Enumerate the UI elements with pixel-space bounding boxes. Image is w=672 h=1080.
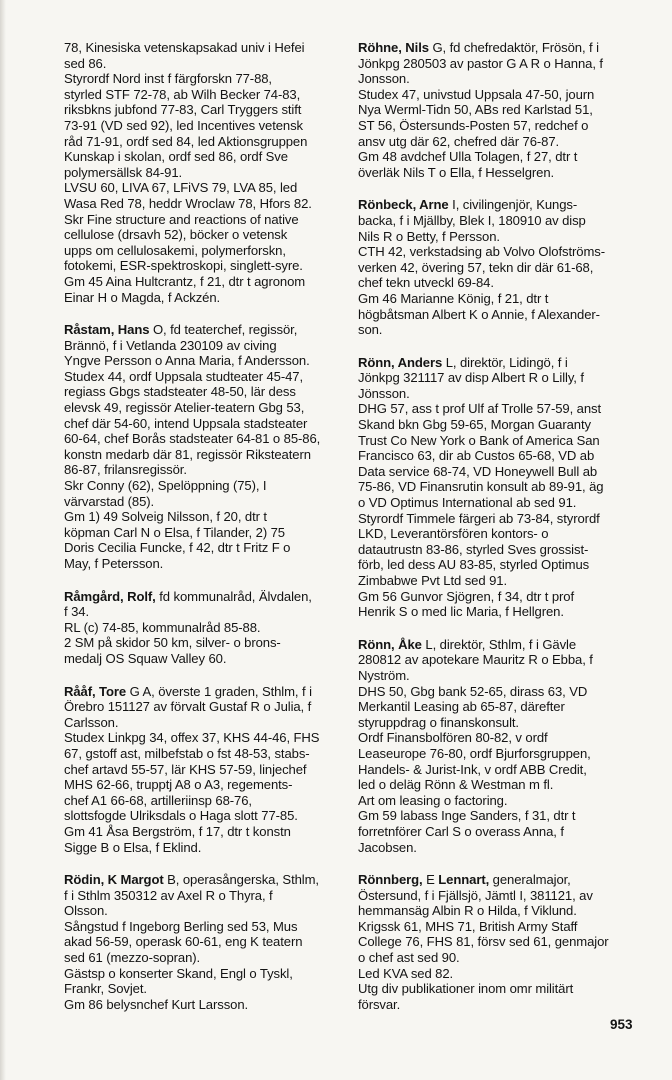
entry-text: ansv utg där 62, chefred där 76-87. [358,133,560,149]
entry-text: Kunskap i skolan, ordf sed 86, ordf Sve [64,149,288,165]
entry-line [64,604,342,620]
entry-text: CTH 42, verkstadsing ab Volvo Olofströms- [358,244,605,260]
entry-line [64,699,342,715]
entry-line [64,400,342,416]
entry-text: ST 56, Östersunds-Posten 57, redchef o [358,117,589,133]
entry-line [64,338,342,354]
entry-line [358,793,648,809]
entry-text: f 34. [64,604,89,620]
entry-line [64,353,342,369]
entry-line [358,134,648,150]
entry-line [64,180,342,196]
entry-text: B, operasångerska, Sthlm, [163,872,319,888]
entry-line [64,509,342,525]
entry-line [64,165,342,181]
entry-text: f i Sthlm 350312 av Axel R o Thyra, f [64,887,273,903]
entry-text: Styrordf Nord inst f färgforskn 77-88, [64,71,272,87]
entry-line [358,260,648,276]
entry-text: chef där 54-60, intend Uppsala stadsteater [64,415,308,431]
entry-text: chef tekn utveckl 69-84. [358,275,494,291]
entry-name: Rååf, Tore [64,683,127,699]
entry-line [358,355,648,371]
entry-text: Gm 59 labass Inge Sanders, f 31, dtr t [358,808,576,824]
entry-text: generalmajor, [489,872,571,888]
entry-line [358,417,648,433]
entry-line [64,997,342,1013]
entry-text: Leaseurope 76-80, ordf Bjurforsgruppen, [358,745,591,761]
entry-text: Jönkpg 280503 av pastor G A R o Hanna, f [358,55,603,71]
entry-line [358,542,648,558]
entry-text: L, direktör, Sthlm, f i Gävle [421,636,577,652]
entry-line [358,934,648,950]
entry-line [64,824,342,840]
entry-text: Merkantil Leasing ab 65-87, därefter [358,699,565,715]
biography-entry [358,872,648,1012]
entry-text: E [422,872,439,888]
entry-text: slottsfogde Ulriksdals o Haga slott 77-85. [64,808,298,824]
entry-text: 86-87, frilansregissör. [64,462,187,478]
entry-text: Olsson. [64,903,108,919]
entry-text: Doris Cecilia Funcke, f 42, dtr t Fritz F o [64,540,291,556]
entry-line [358,840,648,856]
entry-text: verken 42, övering 57, tekn dir där 61-68, [358,259,594,275]
entry-text: Sigge B o Elsa, f Eklind. [64,839,202,855]
entry-text: Studex 44, ordf Uppsala studteater 45-47, [64,368,304,384]
scan-edge-shadow [0,0,6,1080]
entry-text: Krigssk 61, MHS 71, British Army Staff [358,918,578,934]
entry-text: Östersund, f i Fjällsjö, Jämtl I, 381121, av [358,887,593,903]
entry-line [64,431,342,447]
entry-text: Nya Werml-Tidn 50, ABs red Karlstad 51, [358,102,593,118]
entry-text: Carlsson. [64,714,119,730]
entry-name: Rönn, Åke [358,636,422,652]
entry-line [64,87,342,103]
entry-text: son. [358,322,383,338]
entry-line [358,165,648,181]
entry-text: 60-64, chef Borås stadsteater 64-81 o 85-86, [64,431,321,447]
entry-line [358,715,648,731]
entry-line [64,290,342,306]
entry-name: Röhne, Nils [358,40,429,55]
entry-line [358,401,648,417]
entry-text: Gm 86 belysnchef Kurt Larsson. [64,996,249,1012]
entry-line [64,102,342,118]
entry-text: DHG 57, ass t prof Ulf af Trolle 57-59, anst [358,401,602,417]
entry-line [64,888,342,904]
entry-line [64,525,342,541]
entry-text: Nils R o Betty, f Persson. [358,228,500,244]
entry-line [358,888,648,904]
entry-text: högbåtsman Albert K o Annie, f Alexander- [358,306,600,322]
entry-line [358,966,648,982]
entry-line [358,370,648,386]
entry-line [64,447,342,463]
entry-line [358,433,648,449]
entry-line [64,981,342,997]
entry-line [64,793,342,809]
entry-text: Gästsp o konserter Skand, Engl o Tyskl, [64,965,293,981]
entry-line [64,56,342,72]
entry-line [64,950,342,966]
entry-text: akad 56-59, operask 60-61, eng K teatern [64,934,303,950]
entry-text: led o deläg Rönn & Westman m fl. [358,777,554,793]
entry-text: chef A1 66-68, artilleriinsp 68-76, [64,792,252,808]
entry-line [64,777,342,793]
entry-line [64,872,342,888]
biography-entry [64,40,342,305]
entry-line [64,478,342,494]
entry-line [64,746,342,762]
entry-line [358,919,648,935]
entry-line [64,71,342,87]
entry-text: Gm 46 Marianne König, f 21, dtr t [358,290,549,306]
entry-line [358,668,648,684]
entry-text: College 76, FHS 81, försv sed 61, genmajor [358,934,609,950]
entry-name: Rönn, Anders [358,354,443,370]
entry-line [64,462,342,478]
entry-line [358,495,648,511]
entry-line [64,556,342,572]
entry-line [64,134,342,150]
entry-line [358,464,648,480]
entry-text: Styrordf Timmele färgeri ab 73-84, styrordf [358,510,600,526]
entry-text: Studex Linkpg 34, offex 37, KHS 44-46, FHS [64,730,320,746]
entry-line [64,903,342,919]
entry-text: Data service 68-74, VD Honeywell Bull ab [358,463,598,479]
page-number: 953 [610,1017,633,1032]
entry-line [358,448,648,464]
entry-text: MHS 62-66, trupptj A8 o A3, regements- [64,777,293,793]
biography-entry [358,355,648,620]
entry-text: cellulose (drsavh 52), böcker o vetensk [64,227,288,243]
entry-text: datautrustn 83-86, styrled Sves grossist- [358,541,589,557]
entry-line [358,824,648,840]
entry-line [358,87,648,103]
entry-line [64,934,342,950]
entry-text: överläk Nils T o Ella, f Hesselgren. [358,164,555,180]
entry-text: Gm 48 avdchef Ulla Tolagen, f 27, dtr t [358,149,578,165]
entry-line [358,479,648,495]
entry-line [358,56,648,72]
entry-line [64,258,342,274]
entry-line [64,635,342,651]
biography-entry [358,197,648,337]
entry-line [64,243,342,259]
entry-text: Zimbabwe Pvt Ltd sed 91. [358,573,507,588]
entry-text: råd 71-91, ordf sed 84, led Aktionsgruppen [64,133,308,149]
entry-line [358,213,648,229]
entry-line [358,746,648,762]
entry-text: Gm 41 Åsa Bergström, f 17, dtr t konstn [64,823,291,839]
entry-text: o chef ast sed 90. [358,950,460,966]
entry-text: Gm 1) 49 Solveig Nilsson, f 20, dtr t [64,509,267,525]
entry-line [358,526,648,542]
entry-line [358,511,648,527]
entry-line [64,715,342,731]
entry-text: Skr Fine structure and reactions of native [64,211,299,227]
entry-line [64,196,342,212]
entry-text: Gm 45 Aina Hultcrantz, f 21, dtr t agronom [64,273,306,289]
entry-name: Rönbeck, Arne [358,197,449,213]
entry-line [358,40,648,56]
entry-text: Studex 47, univstud Uppsala 47-50, journ [358,86,595,102]
entry-text: O, fd teaterchef, regissör, [149,322,298,338]
entry-line [358,589,648,605]
entry-line [64,40,342,56]
entry-line [64,416,342,432]
entry-line [358,244,648,260]
entry-line [358,637,648,653]
entry-text: sed 61 (mezzo-sopran). [64,950,201,966]
entry-text: hemmansäg Albin R o Hilda, f Viklund. [358,903,577,919]
entry-line [64,118,342,134]
entry-text: G, fd chefredaktör, Frösön, f i [428,40,599,55]
entry-text: 2 SM på skidor 50 km, silver- o brons- [64,635,281,651]
entry-line [358,652,648,668]
entry-name: Rönnberg, [358,872,423,888]
entry-line [358,557,648,573]
entry-line [358,684,648,700]
entry-line [64,684,342,700]
entry-line [64,808,342,824]
entry-text: Jönsson. [358,385,410,401]
entry-text: 67, gstoff ast, milbefstab o fst 48-53, stabs- [64,745,310,761]
entry-line [358,275,648,291]
entry-line [64,589,342,605]
entry-name: Råmgård, Rolf, [64,588,156,604]
biography-entry [358,40,648,180]
entry-text: Gm 56 Gunvor Sjögren, f 34, dtr t prof [358,588,574,604]
entry-text: May, f Petersson. [64,556,164,571]
entry-text: Frankr, Sovjet. [64,981,147,997]
entry-line [64,322,342,338]
entry-line [358,229,648,245]
entry-line [64,730,342,746]
entry-line [64,620,342,636]
entry-text: riksbkns jubfond 77-83, Carl Tryggers stift [64,102,302,118]
entry-line [64,966,342,982]
entry-line [358,730,648,746]
entry-line [64,651,342,667]
entry-line [358,903,648,919]
entry-text: Nyström. [358,667,410,683]
entry-line [358,386,648,402]
entry-line [358,149,648,165]
entry-line [358,573,648,589]
entry-text: Yngve Persson o Anna Maria, f Andersson. [64,353,310,369]
entry-line [358,950,648,966]
entry-text: I, civilingenjör, Kungs- [448,197,578,213]
entry-text: Utg div publikationer inom omr militärt [358,981,574,997]
entry-text: elevsk 49, regissör Atelier-teatern Gbg 53, [64,400,305,416]
entry-name: Rödin, K Margot [64,872,164,888]
entry-text: 75-86, VD Finansrutin konsult ab 89-91, äg [358,479,604,495]
entry-text: Jonsson. [358,71,410,87]
entry-text: försvar. [358,996,401,1012]
entry-text: 78, Kinesiska vetenskapsakad univ i Hefei [64,40,305,55]
entry-text: fotokemi, ESR-spektroskopi, singlett-syre. [64,258,303,274]
entry-line [64,384,342,400]
entry-text: Skr Conny (62), Spelöppning (75), I [64,478,267,494]
entry-text: DHS 50, Gbg bank 52-65, dirass 63, VD [358,683,588,699]
entry-text: Led KVA sed 82. [358,965,454,981]
entry-text: fd kommunalråd, Älvdalen, [155,588,312,604]
entry-line [64,919,342,935]
entry-text: Art om leasing o factoring. [358,792,508,808]
biography-entry [64,589,342,667]
entry-text: Brännö, f i Vetlanda 230109 av civing [64,337,277,353]
biography-entry [64,872,342,1012]
entry-text: styrled STF 72-78, ab Wilh Becker 74-83, [64,86,301,102]
right-column [358,40,648,1029]
entry-line [358,872,648,888]
entry-text: Örebro 151127 av förvalt Gustaf R o Julia, f [64,699,312,715]
entry-text: backa, f i Mjällby, Blek I, 180910 av disp [358,212,586,228]
entry-line [358,102,648,118]
entry-line [358,118,648,134]
entry-line [358,777,648,793]
entry-line [358,71,648,87]
entry-text: Einar H o Magda, f Ackzén. [64,289,221,305]
entry-text: Jönkpg 321117 av disp Albert R o Lilly, f [358,370,584,386]
entry-text: styruppdrag o finanskonsult. [358,714,519,730]
entry-line [64,274,342,290]
entry-line [358,997,648,1013]
entry-text: chef artavd 55-57, lär KHS 57-59, linjechef [64,761,307,777]
entry-line [64,840,342,856]
entry-line [64,227,342,243]
entry-text: RL (c) 74-85, kommunalråd 85-88. [64,619,261,635]
entry-name-second: Lennart, [438,872,490,888]
entry-text: o VD Optimus International ab sed 91. [358,495,577,511]
entry-line [64,149,342,165]
entry-text: Skand bkn Gbg 59-65, Morgan Guaranty [358,417,591,433]
entry-text: Wasa Red 78, heddr Wroclaw 78, Hfors 82. [64,195,312,211]
entry-text: LVSU 60, LIVA 67, LFiVS 79, LVA 85, led [64,180,298,196]
biography-entry [358,637,648,855]
entry-text: forretnförer Carl S o overass Anna, f [358,823,564,839]
entry-text: förb, led dess AU 83-85, styrled Optimus [358,557,590,573]
entry-line [64,540,342,556]
entry-text: Francisco 63, dir ab Custos 65-68, VD ab [358,448,595,464]
entry-line [64,369,342,385]
entry-text: G A, överste 1 graden, Sthlm, f i [126,683,312,699]
entry-text: Ordf Finansbolfören 80-82, v ordf [358,730,548,746]
entry-line [358,291,648,307]
biography-entry [64,322,342,572]
entry-text: LKD, Leverantörsfören kontors- o [358,526,549,542]
entry-line [358,604,648,620]
entry-text: Jacobsen. [358,839,417,855]
entry-line [358,307,648,323]
entry-name: Råstam, Hans [64,322,150,338]
entry-line [64,762,342,778]
entry-line [64,212,342,228]
entry-line [64,494,342,510]
entry-text: polymersällsk 84-91. [64,164,183,180]
entry-text: Sångstud f Ingeborg Berling sed 53, Mus [64,918,298,934]
entry-line [358,981,648,997]
entry-line [358,762,648,778]
entry-text: konstn medarb där 81, regissör Riksteatern [64,446,311,462]
entry-text: L, direktör, Lidingö, f i [442,354,568,370]
entry-line [358,197,648,213]
entry-text: värvarstad (85). [64,493,155,509]
entry-text: 73-91 (VD sed 92), led Incentives vetensk [64,117,303,133]
entry-text: 280812 av apotekare Mauritz R o Ebba, f [358,652,593,668]
biography-entry [64,684,342,856]
entry-line [358,322,648,338]
entry-text: Handels- & Jurist-Ink, v ordf ABB Credit, [358,761,587,777]
entry-text: medalj OS Squaw Valley 60. [64,650,227,666]
entry-text: Henrik S o med lic Maria, f Hellgren. [358,604,564,620]
entry-text: upps om cellulosakemi, polymerforskn, [64,242,286,258]
entry-text: Trust Co New York o Bank of America San [358,432,600,448]
entry-line [358,808,648,824]
entry-line [358,699,648,715]
left-column [64,40,342,1029]
entry-text: sed 86. [64,55,107,71]
entry-text: regiass Gbgs stadsteater 48-50, lär dess [64,384,296,400]
entry-text: köpman Carl N o Elsa, f Tilander, 2) 75 [64,524,285,540]
